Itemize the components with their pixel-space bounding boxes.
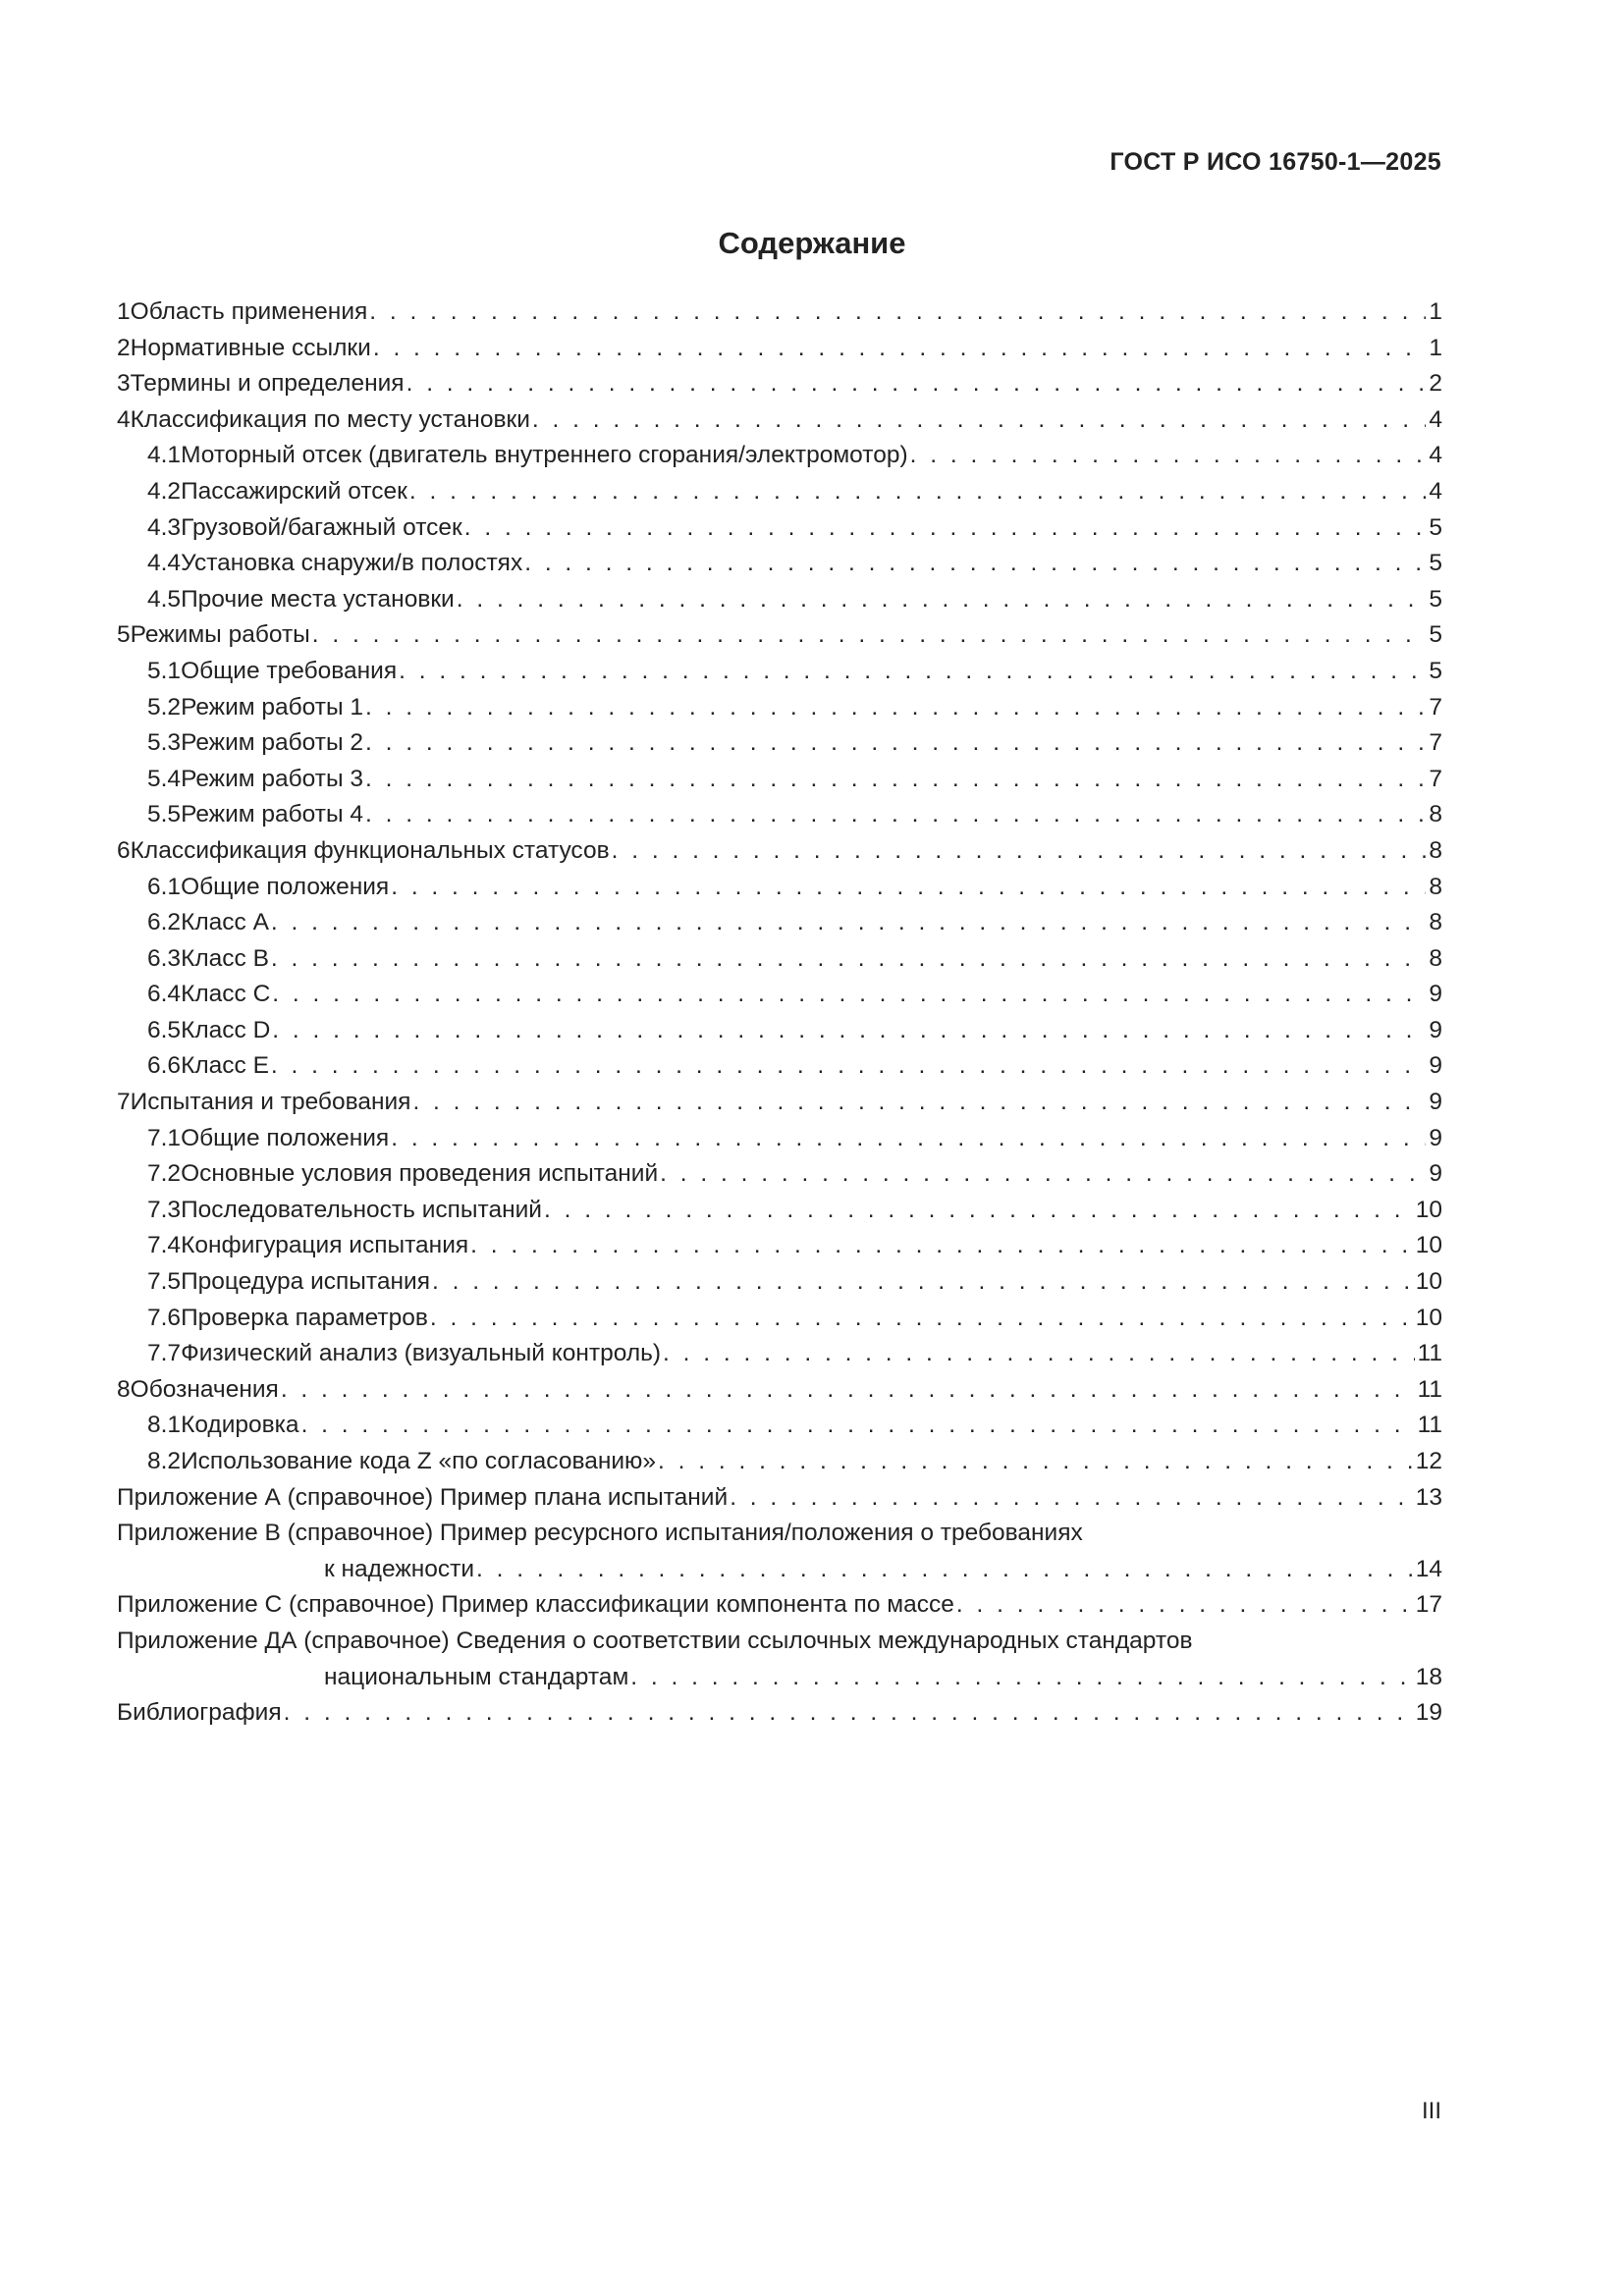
toc-entry-label: Классификация функциональных статусов	[130, 836, 610, 864]
toc-entry-page: 7	[1429, 729, 1442, 757]
toc-entry[interactable]	[117, 366, 1442, 402]
toc-entry[interactable]	[117, 1444, 1442, 1480]
toc-appendix-entry[interactable]	[117, 1552, 1442, 1588]
toc-entry-label: Класс E	[181, 1052, 269, 1080]
toc-leader-dots	[730, 1480, 1413, 1517]
toc-leader-dots	[272, 977, 1426, 1013]
toc-entry-page: 11	[1417, 1375, 1442, 1403]
toc-entry-label: Режимы работы	[130, 621, 310, 649]
toc-leader-dots	[612, 833, 1426, 870]
toc-entry[interactable]	[117, 1408, 1442, 1444]
toc-leader-dots	[956, 1587, 1413, 1624]
toc-leader-dots	[271, 905, 1426, 941]
toc-leader-dots	[630, 1660, 1412, 1696]
toc-entry-number: 7.7	[147, 1340, 182, 1367]
toc-leader-dots	[524, 546, 1426, 582]
toc-leader-dots	[281, 1372, 1415, 1409]
toc-entry-page: 9	[1429, 1160, 1442, 1188]
toc-entry[interactable]	[117, 1228, 1442, 1264]
toc-entry-label: Процедура испытания	[181, 1268, 430, 1296]
toc-leader-dots	[271, 941, 1426, 978]
toc-appendix-label: национальным стандартам	[324, 1663, 629, 1690]
toc-leader-dots	[658, 1444, 1413, 1480]
toc-entry-number: 5.3	[147, 729, 182, 757]
toc-entry[interactable]	[117, 977, 1442, 1013]
toc-entry-page: 4	[1429, 477, 1442, 505]
toc-entry-label: Испытания и требования	[130, 1089, 411, 1116]
toc-appendix-page: 17	[1415, 1591, 1442, 1619]
toc-entry-label: Пассажирский отсек	[181, 477, 407, 505]
toc-entry-number: 5.5	[147, 801, 182, 828]
toc-leader-dots	[365, 762, 1426, 798]
toc-entry-page: 8	[1429, 873, 1442, 900]
toc-appendix-entry[interactable]	[117, 1587, 1442, 1624]
toc-entry[interactable]	[117, 474, 1442, 510]
toc-entry-label: Общие требования	[181, 657, 398, 684]
toc-entry-label: Обозначения	[130, 1375, 279, 1403]
toc-entry-label: Режим работы 4	[181, 801, 364, 828]
toc-entry-page: 2	[1429, 370, 1442, 398]
toc-leader-dots	[412, 1085, 1426, 1121]
toc-entry[interactable]	[117, 690, 1442, 726]
toc-entry-number: 7.5	[147, 1268, 182, 1296]
toc-entry-page: 4	[1429, 442, 1442, 469]
toc-entry[interactable]	[117, 1264, 1442, 1301]
toc-entry-number: 6.3	[147, 944, 182, 972]
toc-entry[interactable]	[117, 331, 1442, 367]
toc-leader-dots	[660, 1156, 1426, 1193]
toc-entry-label: Режим работы 3	[181, 765, 364, 792]
toc-entry-page: 8	[1429, 944, 1442, 972]
toc-entry-label: Проверка параметров	[181, 1304, 428, 1331]
toc-leader-dots	[432, 1264, 1413, 1301]
toc-entry-number: 8.2	[147, 1448, 182, 1474]
toc-leader-dots	[910, 438, 1426, 474]
toc-leader-dots	[457, 582, 1426, 618]
toc-leader-dots	[272, 1013, 1426, 1049]
toc-entry[interactable]	[117, 1085, 1442, 1121]
toc-entry-label: Область применения	[130, 298, 368, 325]
toc-entry-number: 8	[117, 1375, 131, 1403]
toc-entry-number: 3	[117, 370, 131, 398]
toc-entry-label: Режим работы 2	[181, 729, 364, 757]
toc-entry-page: 5	[1429, 585, 1442, 613]
toc-entry[interactable]	[117, 654, 1442, 690]
toc-appendix-line	[117, 1624, 1442, 1660]
toc-entry[interactable]	[117, 1156, 1442, 1193]
toc-entry-number: 4.3	[147, 513, 182, 541]
toc-entry-number: 4.4	[147, 550, 182, 577]
toc-leader-dots	[271, 1048, 1426, 1085]
toc-leader-dots	[399, 654, 1426, 690]
toc-entry-number: 6.4	[147, 981, 182, 1008]
toc-entry-page: 8	[1429, 836, 1442, 864]
toc-entry-label: Использование кода Z «по согласованию»	[181, 1448, 657, 1474]
toc-entry-number: 2	[117, 334, 131, 361]
toc-leader-dots	[365, 690, 1426, 726]
toc-leader-dots	[391, 870, 1426, 906]
toc-leader-dots	[406, 366, 1426, 402]
toc-entry-page: 9	[1429, 1089, 1442, 1116]
toc-entry[interactable]	[117, 941, 1442, 978]
toc-entry[interactable]	[117, 438, 1442, 474]
toc-leader-dots	[369, 294, 1426, 331]
toc-entry-page: 9	[1429, 1124, 1442, 1151]
toc-entry-number: 7.4	[147, 1232, 182, 1259]
toc-entry[interactable]	[117, 762, 1442, 798]
toc-entry-page: 5	[1429, 550, 1442, 577]
toc-entry-page: 12	[1415, 1448, 1442, 1474]
toc-entry-page: 10	[1415, 1232, 1442, 1259]
toc-entry-page: 8	[1429, 801, 1442, 828]
toc-entry[interactable]	[117, 402, 1442, 439]
toc-appendix-label: Приложение В (справочное) Пример ресурсного испытания/положения о требованиях	[117, 1520, 1083, 1547]
toc-entry[interactable]	[117, 1048, 1442, 1085]
toc-leader-dots	[464, 510, 1426, 547]
toc-entry-number: 7.3	[147, 1196, 182, 1223]
toc-entry-page: 9	[1429, 1016, 1442, 1043]
toc-entry-label: Моторный отсек (двигатель внутреннего сгорания/электромотор)	[181, 442, 908, 469]
toc-appendix-label: к надежности	[324, 1555, 475, 1582]
toc-appendix-entry[interactable]	[117, 1660, 1442, 1696]
toc-entry-page: 4	[1429, 405, 1442, 433]
toc-entry-number: 5.4	[147, 765, 182, 792]
toc-entry[interactable]	[117, 1336, 1442, 1372]
toc-entry-number: 5.2	[147, 693, 182, 721]
toc-entry-label: Основные условия проведения испытаний	[181, 1160, 659, 1188]
toc-entry[interactable]	[117, 510, 1442, 547]
toc-leader-dots	[544, 1193, 1413, 1229]
toc-entry-page: 10	[1415, 1268, 1442, 1296]
toc-entry-page: 11	[1417, 1412, 1442, 1439]
toc-entry[interactable]	[117, 725, 1442, 762]
toc-entry-page: 1	[1429, 298, 1442, 325]
page-title: Содержание	[718, 226, 906, 260]
table-of-contents	[117, 294, 1442, 1732]
toc-entry[interactable]	[117, 833, 1442, 870]
toc-appendix-line	[117, 1516, 1442, 1552]
toc-entry-number: 7.6	[147, 1304, 182, 1331]
toc-appendix-label: Приложение ДА (справочное) Сведения о соответствии ссылочных международных стандартов	[117, 1627, 1193, 1654]
toc-entry[interactable]	[117, 1193, 1442, 1229]
toc-leader-dots	[532, 402, 1426, 439]
toc-leader-dots	[430, 1301, 1413, 1337]
toc-entry-number: 8.1	[147, 1412, 182, 1439]
toc-entry[interactable]	[117, 1121, 1442, 1157]
toc-leader-dots	[312, 617, 1426, 654]
toc-leader-dots	[663, 1336, 1415, 1372]
toc-entry-label: Классификация по месту установки	[130, 405, 530, 433]
toc-entry-label: Класс C	[181, 981, 271, 1008]
toc-entry-page: 9	[1429, 1052, 1442, 1080]
page-number: III	[1421, 2098, 1441, 2124]
toc-entry-number: 4.1	[147, 442, 182, 469]
toc-entry-number: 6.2	[147, 909, 182, 936]
toc-appendix-page: 14	[1415, 1555, 1442, 1582]
toc-entry-number: 7	[117, 1089, 131, 1116]
toc-entry-label: Последовательность испытаний	[181, 1196, 542, 1223]
toc-entry[interactable]	[117, 797, 1442, 833]
toc-entry-page: 5	[1429, 657, 1442, 684]
toc-entry-label: Класс B	[181, 944, 269, 972]
toc-entry-label: Физический анализ (визуальный контроль)	[181, 1340, 662, 1367]
toc-entry[interactable]	[117, 1301, 1442, 1337]
toc-entry-number: 6.6	[147, 1052, 182, 1080]
toc-entry-label: Класс A	[181, 909, 269, 936]
toc-entry[interactable]	[117, 870, 1442, 906]
toc-leader-dots	[373, 331, 1426, 367]
toc-entry-number: 6	[117, 836, 131, 864]
toc-leader-dots	[301, 1408, 1415, 1444]
toc-entry-label: Общие положения	[181, 1124, 390, 1151]
toc-entry-label: Установка снаружи/в полостях	[181, 550, 523, 577]
toc-appendix-entry[interactable]	[117, 1695, 1442, 1732]
toc-entry-number: 7.2	[147, 1160, 182, 1188]
toc-entry-page: 1	[1429, 334, 1442, 361]
toc-appendix-page: 13	[1415, 1483, 1442, 1511]
toc-entry-number: 4	[117, 405, 131, 433]
toc-entry-label: Нормативные ссылки	[130, 334, 371, 361]
toc-entry-label: Конфигурация испытания	[181, 1232, 469, 1259]
toc-entry-label: Грузовой/багажный отсек	[181, 513, 462, 541]
toc-leader-dots	[284, 1695, 1413, 1732]
toc-appendix-label: Приложение С (справочное) Пример классификации компонента по массе	[117, 1591, 954, 1619]
toc-entry-label: Кодировка	[181, 1412, 299, 1439]
toc-entry[interactable]	[117, 1372, 1442, 1409]
toc-entry-page: 10	[1415, 1196, 1442, 1223]
toc-leader-dots	[476, 1552, 1413, 1588]
toc-leader-dots	[470, 1228, 1413, 1264]
toc-entry-page: 9	[1429, 981, 1442, 1008]
toc-entry-number: 7.1	[147, 1124, 182, 1151]
toc-leader-dots	[391, 1121, 1426, 1157]
toc-entry-number: 1	[117, 298, 131, 325]
toc-entry-label: Термины и определения	[130, 370, 405, 398]
toc-appendix-page: 19	[1415, 1699, 1442, 1727]
toc-entry[interactable]	[117, 617, 1442, 654]
standard-number: ГОСТ Р ИСО 16750-1—2025	[1110, 148, 1441, 176]
toc-appendix-label: Приложение А (справочное) Пример плана испытаний	[117, 1483, 729, 1511]
toc-entry-page: 5	[1429, 621, 1442, 649]
toc-entry[interactable]	[117, 905, 1442, 941]
toc-entry[interactable]	[117, 1013, 1442, 1049]
toc-entry-number: 4.2	[147, 477, 182, 505]
toc-entry[interactable]	[117, 582, 1442, 618]
toc-entry-page: 5	[1429, 513, 1442, 541]
toc-appendix-entry[interactable]	[117, 1480, 1442, 1517]
toc-entry-number: 4.5	[147, 585, 182, 613]
toc-leader-dots	[365, 725, 1426, 762]
toc-entry-page: 8	[1429, 909, 1442, 936]
toc-appendix-label: Библиография	[117, 1699, 282, 1727]
toc-entry-label: Прочие места установки	[181, 585, 455, 613]
toc-leader-dots	[365, 797, 1426, 833]
toc-entry-number: 6.5	[147, 1016, 182, 1043]
toc-entry-page: 10	[1415, 1304, 1442, 1331]
toc-entry-page: 7	[1429, 693, 1442, 721]
toc-entry-label: Режим работы 1	[181, 693, 364, 721]
toc-appendix-page: 18	[1415, 1663, 1442, 1690]
toc-entry-label: Класс D	[181, 1016, 271, 1043]
toc-entry-page: 7	[1429, 765, 1442, 792]
toc-entry-number: 6.1	[147, 873, 182, 900]
toc-leader-dots	[409, 474, 1426, 510]
toc-entry[interactable]	[117, 546, 1442, 582]
toc-entry-number: 5	[117, 621, 131, 649]
toc-entry-number: 5.1	[147, 657, 182, 684]
toc-entry-page: 11	[1417, 1340, 1442, 1367]
toc-entry-label: Общие положения	[181, 873, 390, 900]
toc-entry[interactable]	[117, 294, 1442, 331]
